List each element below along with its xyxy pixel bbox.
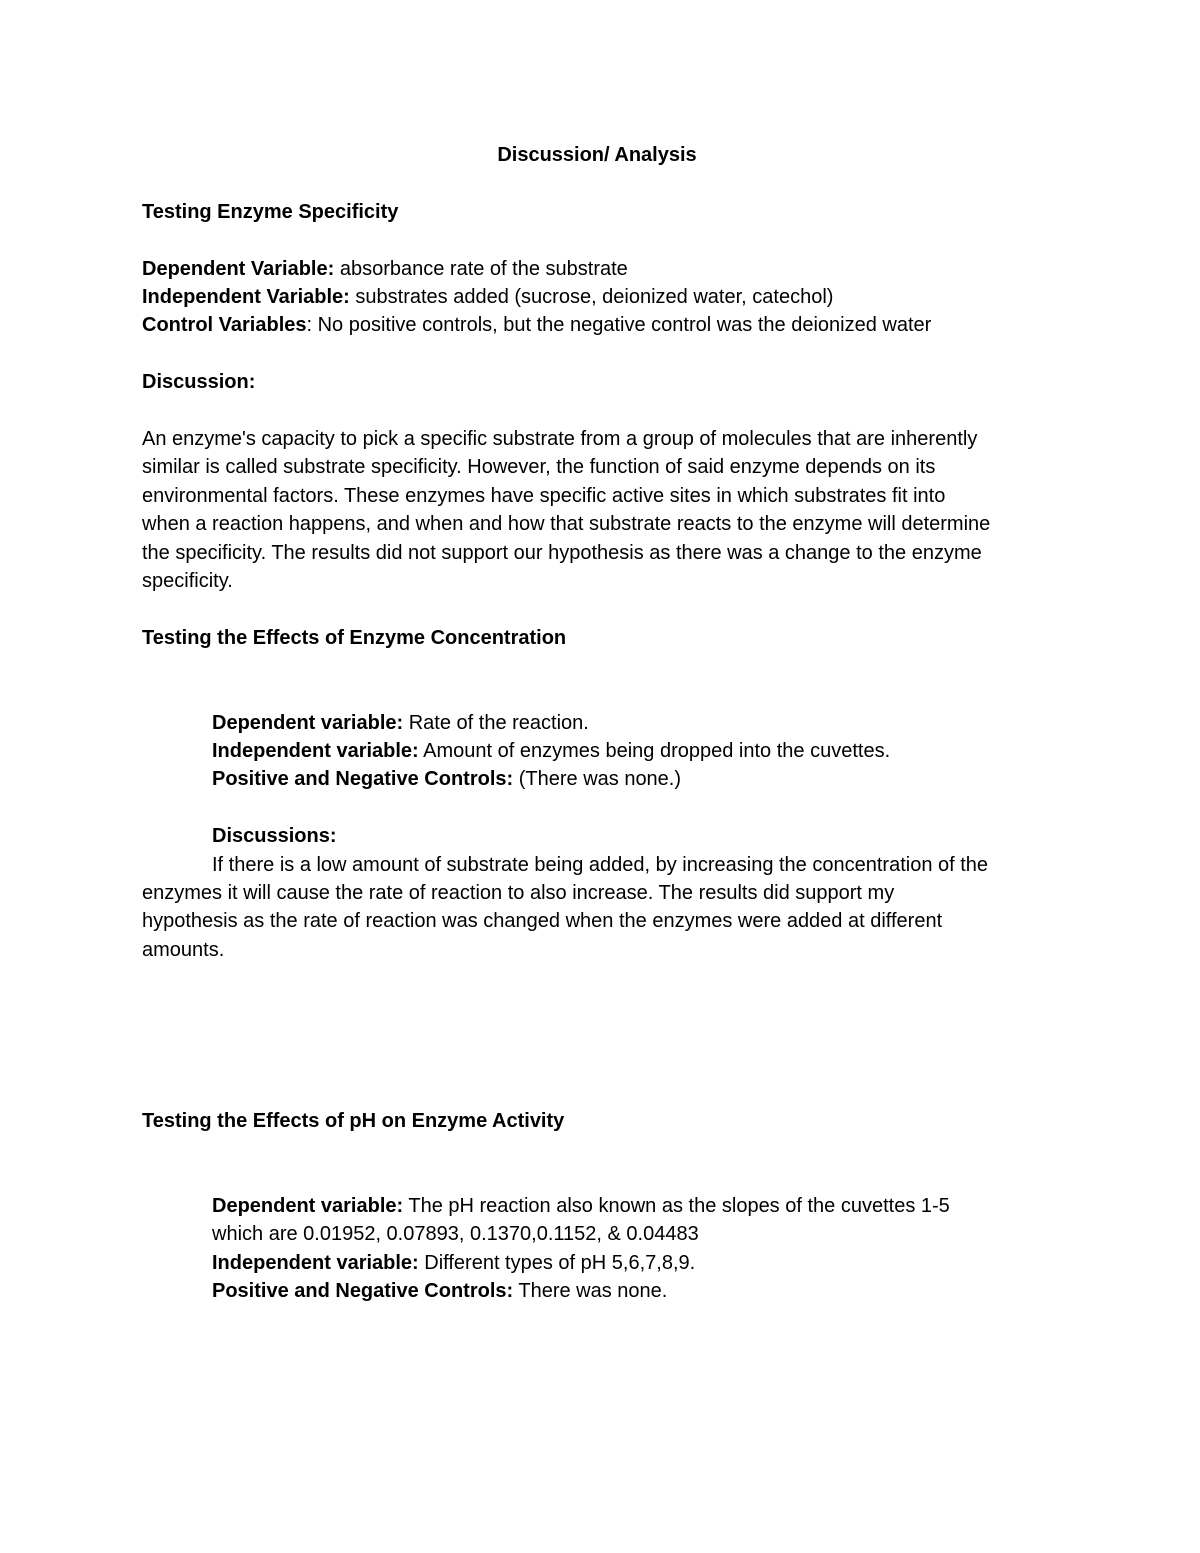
independent-variable-line bbox=[212, 737, 890, 765]
independent-variable-label: Independent variable: bbox=[212, 740, 419, 762]
independent-variable-label: Independent Variable: bbox=[142, 286, 350, 308]
dependent-variable-line bbox=[212, 1192, 950, 1220]
dependent-variable-line bbox=[212, 709, 589, 737]
paragraph-line: similar is called substrate specificity. However, the function of said enzyme depends on its bbox=[142, 456, 936, 479]
controls-value: There was none. bbox=[513, 1280, 668, 1302]
independent-variable-value: Different types of pH 5,6,7,8,9. bbox=[418, 1252, 696, 1274]
independent-variable-value: Amount of enzymes being dropped into the cuvettes. bbox=[418, 740, 891, 762]
paragraph-line: An enzyme's capacity to pick a specific substrate from a group of molecules that are inherently bbox=[142, 428, 978, 450]
dependent-variable-values-line: which are 0.01952, 0.07893, 0.1370,0.1152, & 0.04483 bbox=[212, 1223, 699, 1245]
dependent-variable-label: Dependent variable: bbox=[212, 1195, 404, 1217]
controls-label: Positive and Negative Controls: bbox=[212, 1280, 514, 1302]
section-heading-enzyme-concentration: Testing the Effects of Enzyme Concentration bbox=[142, 627, 567, 649]
dependent-variable-label: Dependent variable: bbox=[212, 712, 404, 734]
controls-value: (There was none.) bbox=[513, 768, 682, 790]
document-title: Discussion/ Analysis bbox=[497, 144, 697, 166]
section-heading-ph-activity: Testing the Effects of pH on Enzyme Activity bbox=[142, 1110, 565, 1132]
dependent-variable-value: Rate of the reaction. bbox=[403, 712, 589, 734]
paragraph-line: when a reaction happens, and when and how that substrate reacts to the enzyme will determine bbox=[142, 513, 991, 536]
independent-variable-line bbox=[212, 1249, 695, 1277]
control-variables-line bbox=[142, 311, 931, 339]
controls-line bbox=[212, 1277, 667, 1305]
controls-line bbox=[212, 765, 681, 793]
paragraph-line: environmental factors. These enzymes have specific active sites in which substrates fit into bbox=[142, 484, 946, 507]
independent-variable-value: substrates added (sucrose, deionized water, catechol) bbox=[349, 286, 834, 308]
section-heading-enzyme-specificity: Testing Enzyme Specificity bbox=[142, 201, 399, 223]
dependent-variable-value: absorbance rate of the substrate bbox=[334, 258, 628, 280]
paragraph-line: enzymes it will cause the rate of reaction to also increase. The results did support my bbox=[142, 882, 895, 904]
paragraph-line: specificity. bbox=[142, 570, 233, 593]
independent-variable-line bbox=[142, 283, 833, 311]
paragraph-line: If there is a low amount of substrate being added, by increasing the concentration of the bbox=[212, 854, 989, 876]
paragraph-line: amounts. bbox=[142, 939, 225, 961]
control-variables-value: : No positive controls, but the negative control was the deionized water bbox=[306, 314, 932, 336]
paragraph-line: hypothesis as the rate of reaction was changed when the enzymes were added at different bbox=[142, 910, 943, 932]
controls-label: Positive and Negative Controls: bbox=[212, 768, 514, 790]
control-variables-label: Control Variables bbox=[142, 314, 307, 336]
dependent-variable-label: Dependent Variable: bbox=[142, 258, 335, 280]
dependent-variable-value: The pH reaction also known as the slopes of the cuvettes 1-5 bbox=[403, 1195, 950, 1217]
paragraph-line: the specificity. The results did not support our hypothesis as there was a change to the enzyme bbox=[142, 541, 982, 564]
discussion-heading: Discussion: bbox=[142, 371, 256, 393]
discussions-heading: Discussions: bbox=[212, 825, 337, 847]
dependent-variable-line bbox=[142, 255, 628, 283]
independent-variable-label: Independent variable: bbox=[212, 1252, 419, 1274]
discussion-paragraph bbox=[142, 425, 1062, 595]
